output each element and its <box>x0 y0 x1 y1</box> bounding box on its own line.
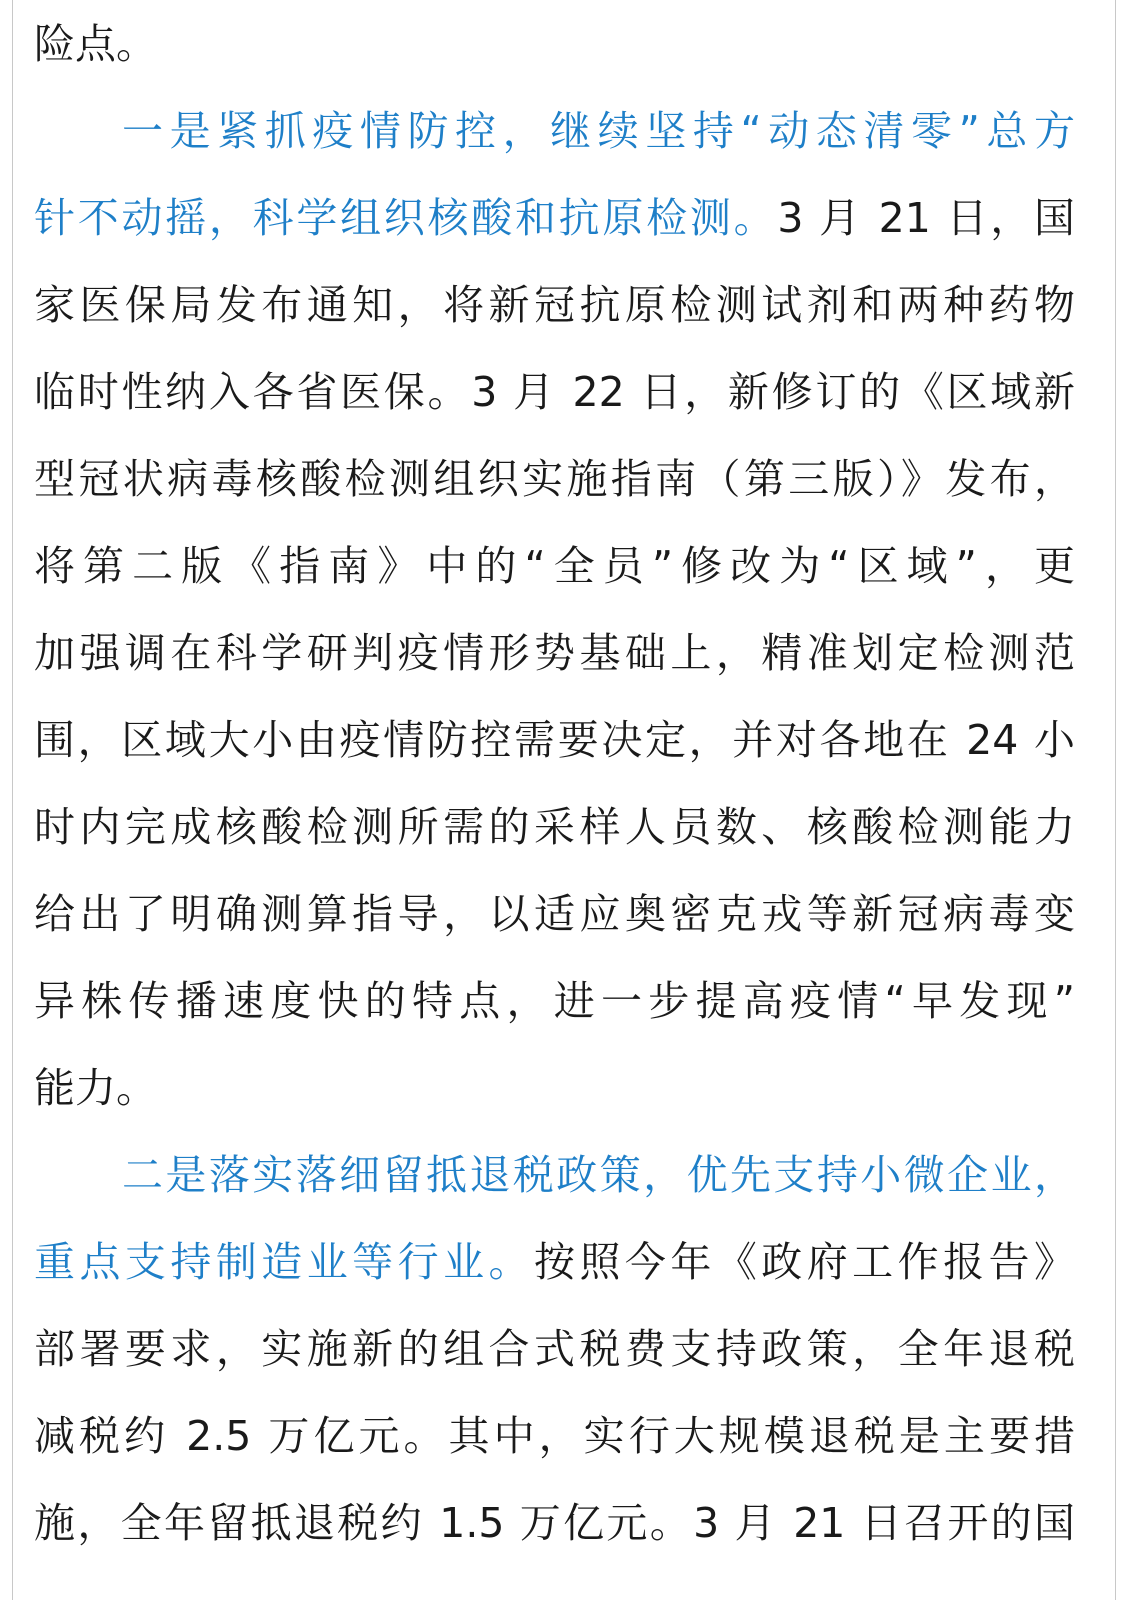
text-run: 给出了明确测算指导，以适应奥密克戎等新冠病毒变 <box>34 890 1075 938</box>
text-line <box>34 1305 1075 1393</box>
highlight-run: 重点支持制造业等行业。 <box>34 1238 534 1286</box>
text-run: 加强调在科学研判疫情形势基础上，精准划定检测范 <box>34 629 1075 677</box>
text-run: 3 月 21 日，国 <box>777 194 1076 242</box>
text-line <box>34 435 1075 523</box>
highlight-run: 一是紧抓疫情防控，继续坚持“动态清零”总方 <box>122 107 1075 155</box>
text-line <box>34 1044 1075 1132</box>
text-line <box>34 0 1075 88</box>
text-line <box>34 348 1075 436</box>
text-run: 能力。 <box>34 1064 157 1112</box>
text-run: 施，全年留抵退税约 1.5 万亿元。3 月 21 日召开的国 <box>34 1499 1075 1547</box>
text-line <box>34 1479 1075 1567</box>
text-run: 型冠状病毒核酸检测组织实施指南（第三版）》发布， <box>34 455 1075 503</box>
text-line <box>34 696 1075 784</box>
text-line <box>34 522 1075 610</box>
text-run: 时内完成核酸检测所需的采样人员数、核酸检测能力 <box>34 803 1075 851</box>
text-run: 异株传播速度快的特点，进一步提高疫情“早发现” <box>34 977 1075 1025</box>
text-run: 部署要求，实施新的组合式税费支持政策，全年退税 <box>34 1325 1075 1373</box>
text-line <box>34 261 1075 349</box>
text-run: 围，区域大小由疫情防控需要决定，并对各地在 24 小 <box>34 716 1075 764</box>
text-line <box>34 957 1075 1045</box>
text-line <box>34 1392 1075 1480</box>
paragraph-heading-line <box>122 87 1075 175</box>
highlight-run: 针不动摇，科学组织核酸和抗原检测。 <box>34 194 778 242</box>
paragraph-heading-line <box>122 1131 1075 1219</box>
text-run: 将第二版《指南》中的“全员”修改为“区域”，更 <box>34 542 1075 590</box>
text-line <box>34 609 1075 697</box>
text-line <box>34 174 1075 262</box>
text-run: 家医保局发布通知，将新冠抗原检测试剂和两种药物 <box>34 281 1075 329</box>
text-run: 按照今年《政府工作报告》 <box>534 1238 1075 1286</box>
text-line <box>34 783 1075 871</box>
text-line <box>34 1218 1075 1306</box>
text-line <box>34 870 1075 958</box>
text-run: 临时性纳入各省医保。3 月 22 日，新修订的《区域新 <box>34 368 1075 416</box>
text-run: 险点。 <box>34 20 157 68</box>
text-run: 减税约 2.5 万亿元。其中，实行大规模退税是主要措 <box>34 1412 1075 1460</box>
highlight-run: 二是落实落细留抵退税政策，优先支持小微企业， <box>122 1151 1075 1199</box>
